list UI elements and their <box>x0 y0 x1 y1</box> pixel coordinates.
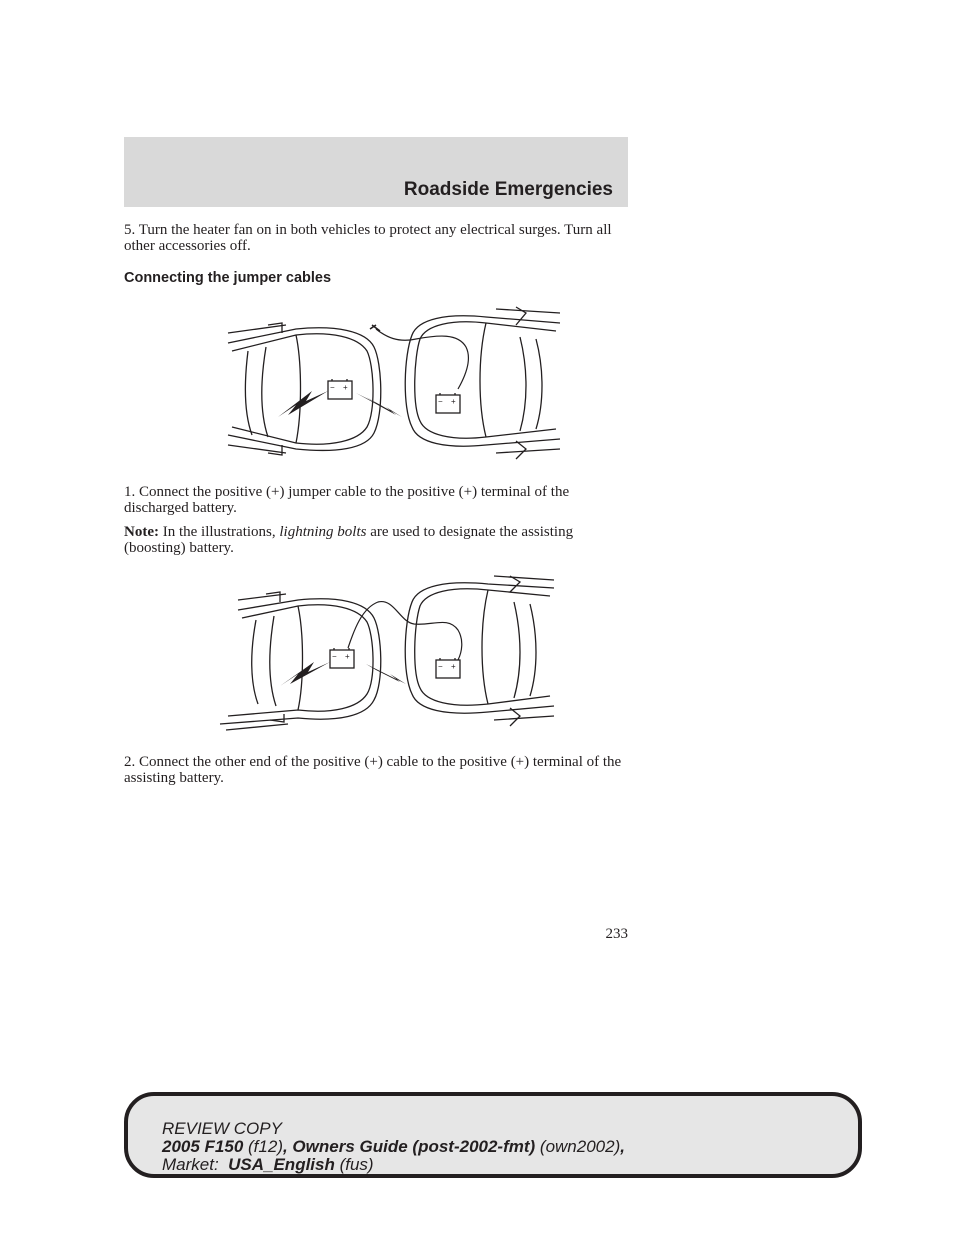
step-5-text: 5. Turn the heater fan on in both vehicles to protect any electrical surges. Turn all other accessories off. <box>124 222 612 254</box>
footer-review-copy <box>162 1120 625 1138</box>
battery-icon <box>436 658 460 678</box>
battery-icon <box>330 648 354 668</box>
battery-icon <box>436 393 460 413</box>
note-label: Note: <box>124 524 159 540</box>
jumper-illustration-2 <box>218 574 558 734</box>
footer-market: USA_English <box>228 1155 335 1174</box>
battery-icon <box>328 379 352 399</box>
note-paragraph <box>124 524 624 556</box>
assisting-vehicle <box>405 307 560 459</box>
footer-market-line <box>162 1156 625 1174</box>
lightning-bolt-icon <box>278 391 328 417</box>
battery-positive-terminal: + <box>451 662 456 671</box>
jumper-cable <box>376 329 468 389</box>
footer-text <box>162 1120 625 1174</box>
battery-negative-terminal: − <box>438 662 443 671</box>
battery-positive-terminal: + <box>451 397 456 406</box>
battery-positive-terminal: + <box>345 652 350 661</box>
lightning-bolt-icon <box>280 662 330 686</box>
footer-model-code: (f12) <box>243 1137 283 1156</box>
footer-market-label: Market: <box>162 1155 229 1174</box>
discharged-vehicle <box>228 323 381 455</box>
jumper-illustration-1 <box>226 303 562 467</box>
step-1-text: 1. Connect the positive (+) jumper cable to the positive (+) terminal of the discharged battery. <box>124 484 570 516</box>
footer-guide: , Owners Guide (post-2002-fmt) <box>282 1137 536 1156</box>
review-footer <box>124 1092 862 1178</box>
note-emphasis: lightning bolts <box>279 524 367 540</box>
footer-model: 2005 F150 <box>162 1137 244 1156</box>
battery-negative-terminal: − <box>330 383 335 392</box>
footer-model-line <box>162 1138 625 1156</box>
discharged-vehicle <box>220 592 381 730</box>
battery-negative-terminal: − <box>332 652 337 661</box>
page-number: 233 <box>605 926 628 942</box>
battery-positive-terminal: + <box>343 383 348 392</box>
note-before: In the illustrations, <box>158 524 280 540</box>
footer-guide-code: (own2002) <box>535 1137 621 1156</box>
footer-market-code: (fus) <box>334 1155 374 1174</box>
step-2-text: 2. Connect the other end of the positive (+) cable to the positive (+) terminal of the assisting battery. <box>124 754 622 786</box>
review-copy-label: REVIEW COPY <box>162 1119 282 1138</box>
note-after: are used to designate the assisting (boosting) battery. <box>124 524 574 556</box>
assisting-vehicle <box>405 576 554 726</box>
section-header <box>124 137 628 207</box>
footer-comma: , <box>620 1137 625 1156</box>
section-title: Roadside Emergencies <box>403 179 613 200</box>
battery-negative-terminal: − <box>438 397 443 406</box>
subheading-connecting: Connecting the jumper cables <box>124 270 332 286</box>
